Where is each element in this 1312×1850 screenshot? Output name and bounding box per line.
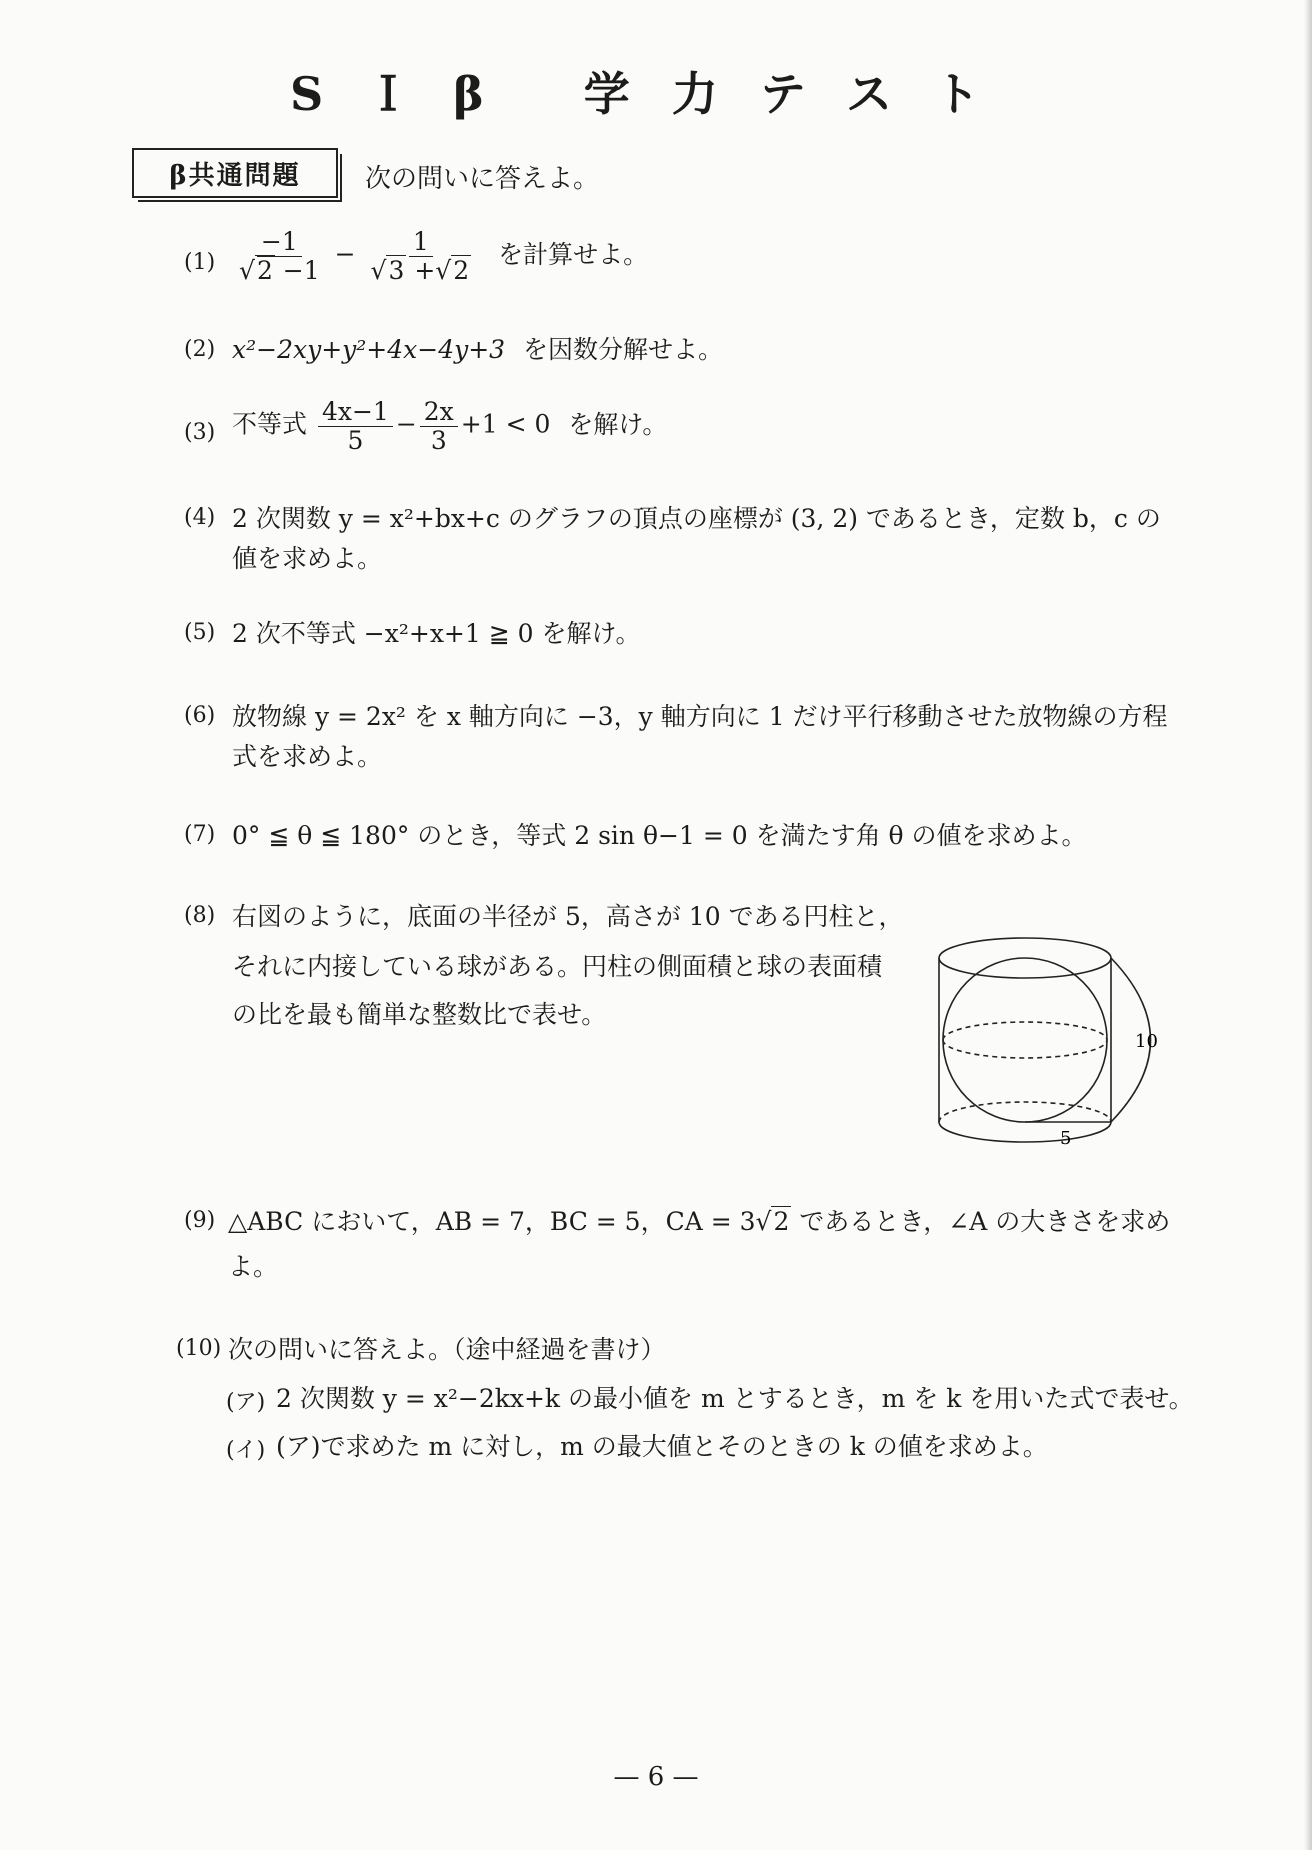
q3-rest: +1 < 0 [460, 409, 551, 439]
q2-tail: を因数分解せよ。 [523, 335, 724, 364]
cylinder-sphere-figure [930, 930, 1190, 1160]
q1-tail: を計算せよ。 [498, 239, 649, 269]
q9-line-2: よ。 [228, 1252, 279, 1281]
q6-line-1: 放物線 y = 2x² を x 軸方向に −3，y 軸方向に 1 だけ平行移動させた放物線の方程 [232, 702, 1168, 731]
q3-text: 不等式 $\frac{4x-1}{5}$ − $\frac{2x}{3}$ +1 < 0 を解け。 [232, 397, 668, 455]
page-number: — 6 — [613, 1762, 699, 1792]
sphere-outline [943, 958, 1107, 1122]
q1-f2-denominator: √3 +√2 [370, 255, 470, 285]
q1-text [232, 228, 648, 284]
q10-text: 次の問いに答えよ。（途中経過を書け） [228, 1335, 666, 1364]
q6-number: (6) [184, 703, 216, 728]
section-label: β共通問題 [169, 160, 301, 191]
sphere-equator-back [943, 1022, 1107, 1040]
q7-number: (7) [184, 822, 216, 847]
q10-b-number: (イ) [226, 1438, 266, 1463]
q1-number: (1) [184, 250, 216, 275]
q10-a-number: (ア) [226, 1390, 266, 1415]
q2-text [232, 328, 723, 372]
q10-b-text: (ア)で求めた m に対し，m の最大値とそのときの k の値を求めよ。 [276, 1432, 1048, 1461]
q3-lead: 不等式 [232, 409, 308, 439]
q9-number: (9) [184, 1208, 216, 1233]
q2-expression: x²−2xy+y²+4x−4y+3 [232, 335, 506, 364]
cylinder-bottom-back [939, 1102, 1111, 1122]
q1-fraction-1 [235, 228, 324, 284]
sphere-equator-front [943, 1040, 1107, 1058]
q1-f1-numerator: −1 [257, 228, 302, 257]
q10-number: (10) [176, 1336, 222, 1361]
q5-number: (5) [184, 620, 216, 645]
q5-text: 2 次不等式 −x²+x+1 ≧ 0 を解け。 [232, 619, 641, 648]
q1-minus: − [334, 239, 356, 269]
q3-fraction-2: $\frac{2x}{3}$ [420, 398, 458, 454]
q7-text: 0° ≦ θ ≦ 180° のとき，等式 2 sin θ−1 = 0 を満たす角 θ の値を求めよ。 [232, 821, 1087, 850]
q1-fraction-2 [367, 228, 476, 284]
cylinder-bottom-front [939, 1122, 1111, 1142]
q3-tail: を解け。 [568, 409, 668, 439]
q10-a-text: 2 次関数 y = x²−2kx+k の最小値を m とするとき，m を k を用いた式で表せ。 [276, 1384, 1194, 1413]
q3-number: (3) [184, 420, 216, 445]
height-label: 10 [1135, 1031, 1158, 1052]
q8-line-1: 右図のように，底面の半径が 5，高さが 10 である円柱と， [232, 902, 904, 931]
q2-number: (2) [184, 337, 216, 362]
q3-fraction-1: $\frac{4x-1}{5}$ [318, 398, 393, 454]
q9-line-1: △ABC において，AB = 7，BC = 5，CA = 3√2 であるとき，∠A の大きさを求め [228, 1207, 1171, 1236]
q4-line-1: 2 次関数 y = x²+bx+c のグラフの頂点の座標が (3, 2) であるとき，定数 b，c の [232, 504, 1161, 533]
q1-f1-denominator: √2 −1 [239, 255, 320, 285]
page-title: SＩβ 学力テスト [290, 67, 1022, 121]
section-instruction: 次の問いに答えよ。 [365, 164, 600, 194]
q4-number: (4) [184, 505, 216, 530]
q4-line-2: 値を求めよ。 [232, 544, 383, 573]
q8-number: (8) [184, 903, 216, 928]
q1-f2-numerator: 1 [409, 228, 433, 257]
section-label-box [132, 148, 338, 198]
q6-line-2: 式を求めよ。 [232, 742, 383, 771]
q8-line-2: それに内接している球がある。円柱の側面積と球の表面積 [232, 952, 883, 981]
q8-line-3: の比を最も簡単な整数比で表せ。 [232, 1000, 607, 1029]
page-edge-shadow [1304, 0, 1312, 1850]
radius-label: 5 [1060, 1128, 1072, 1149]
